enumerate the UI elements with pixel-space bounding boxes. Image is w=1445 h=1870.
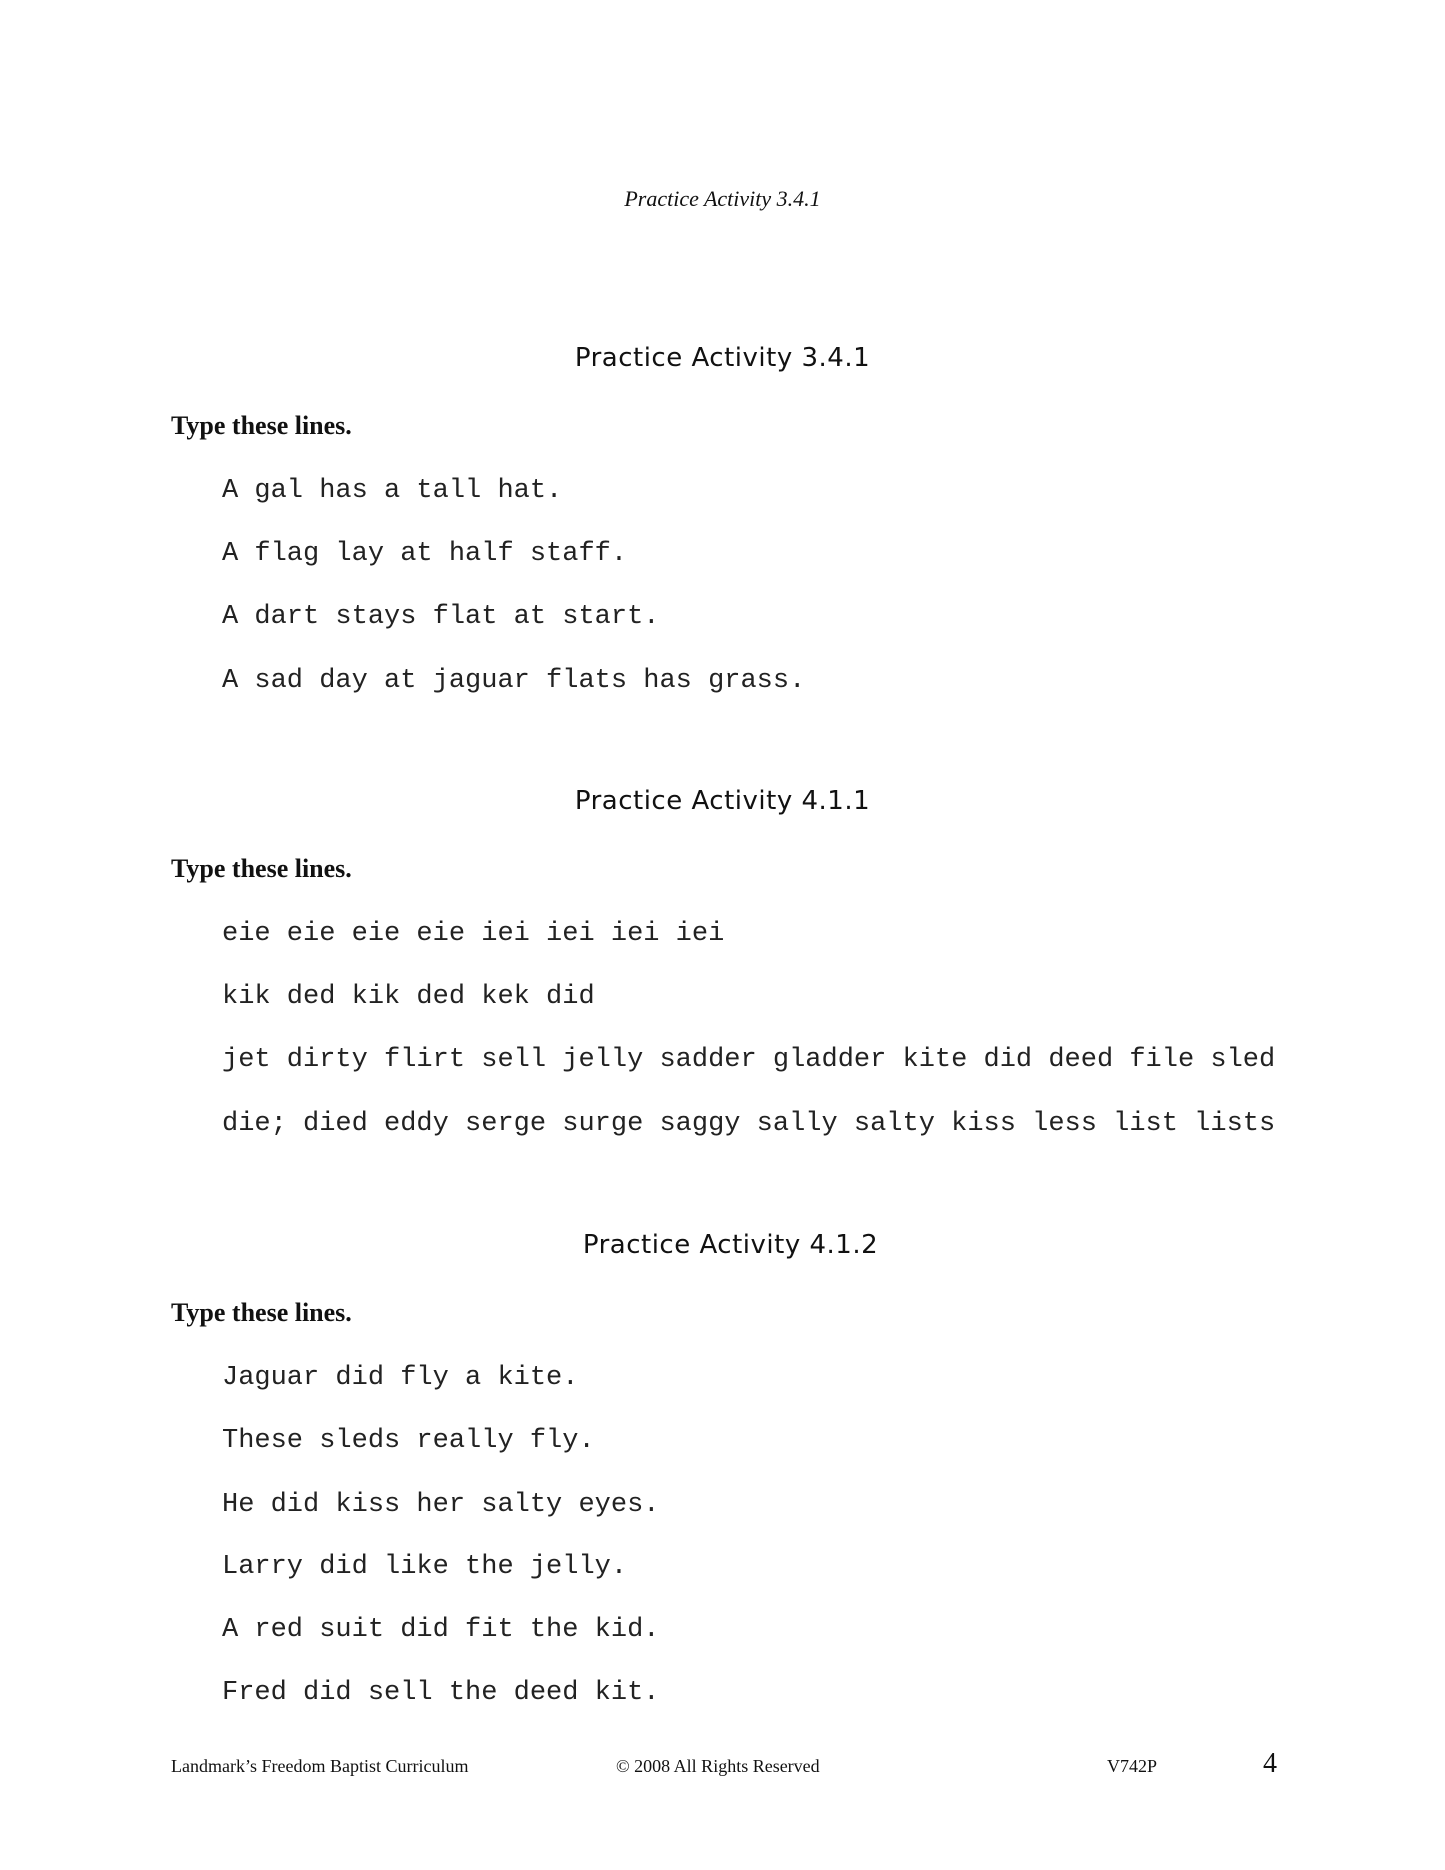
- practice-line: Fred did sell the deed kit.: [222, 1678, 660, 1708]
- section-title: Practice Activity 4.1.1: [574, 786, 871, 816]
- practice-line: die; died eddy serge surge saggy sally salty kiss less list lists: [222, 1109, 1276, 1139]
- section-instruction: Type these lines.: [171, 1298, 352, 1327]
- footer-publisher: Landmark’s Freedom Baptist Curriculum: [171, 1756, 469, 1776]
- practice-line: A sad day at jaguar flats has grass.: [222, 666, 806, 696]
- section-title: Practice Activity 4.1.2: [582, 1230, 879, 1260]
- practice-line: A red suit did fit the kid.: [222, 1615, 660, 1645]
- practice-line: jet dirty flirt sell jelly sadder gladder kite did deed file sled: [222, 1045, 1276, 1075]
- running-header: Practice Activity 3.4.1: [624, 186, 821, 211]
- practice-line: Jaguar did fly a kite.: [222, 1363, 579, 1393]
- section-instruction: Type these lines.: [171, 411, 352, 440]
- practice-line: kik ded kik ded kek did: [222, 982, 595, 1012]
- practice-line: A gal has a tall hat.: [222, 476, 563, 506]
- page-number: 4: [1263, 1748, 1277, 1779]
- practice-line: These sleds really fly.: [222, 1426, 595, 1456]
- practice-line: He did kiss her salty eyes.: [222, 1490, 660, 1520]
- practice-line: Larry did like the jelly.: [222, 1552, 628, 1582]
- section-title: Practice Activity 3.4.1: [574, 343, 871, 373]
- practice-line: eie eie eie eie iei iei iei iei: [222, 919, 725, 949]
- practice-line: A flag lay at half staff.: [222, 539, 628, 569]
- section-instruction: Type these lines.: [171, 854, 352, 883]
- footer-copyright: © 2008 All Rights Reserved: [616, 1756, 820, 1776]
- footer-code: V742P: [1107, 1756, 1158, 1776]
- practice-line: A dart stays flat at start.: [222, 602, 660, 632]
